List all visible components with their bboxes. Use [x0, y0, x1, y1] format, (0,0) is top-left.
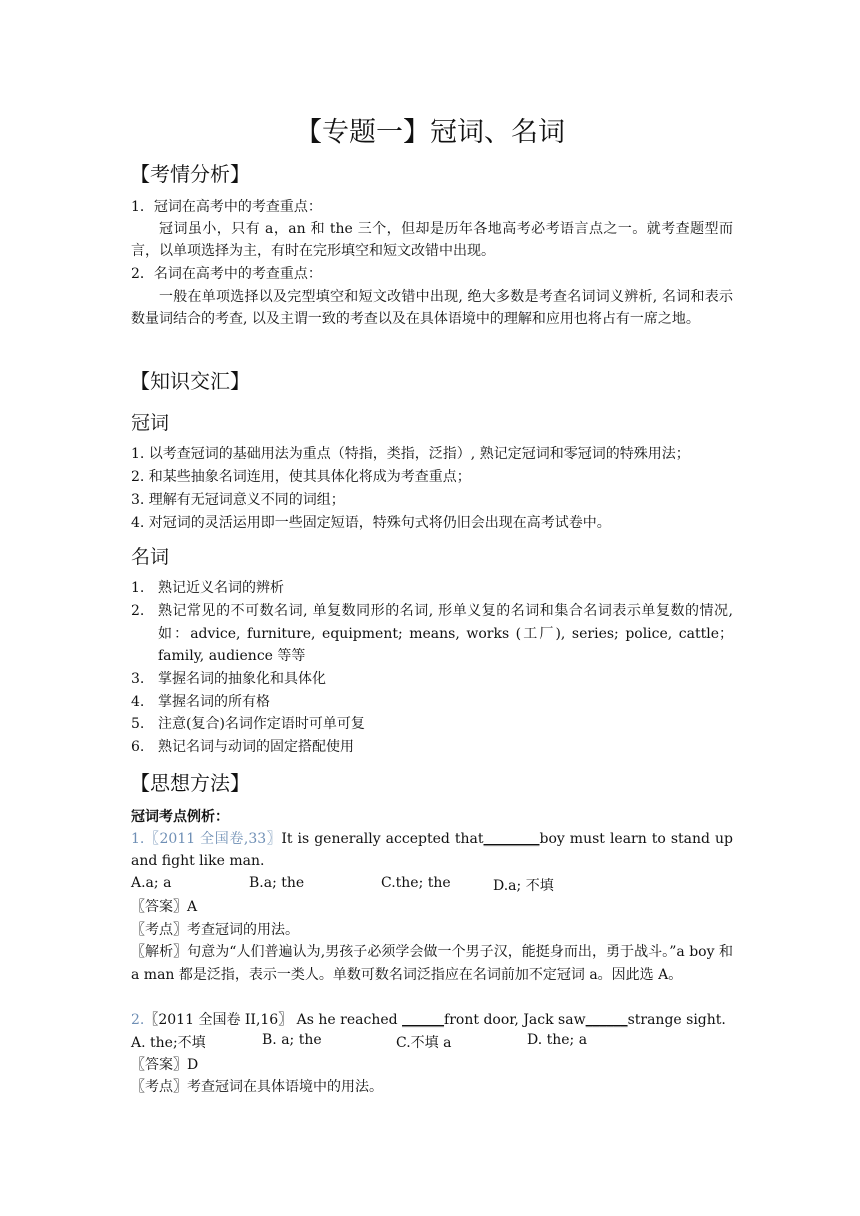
question-1-blank: ________ — [483, 831, 540, 847]
question-1-option-a: A.a; a — [131, 875, 172, 891]
analysis-heading: 【考情分析】 — [130, 162, 250, 186]
knowledge-heading: 【知识交汇】 — [130, 369, 250, 393]
question-1-option-c: C.the; the — [381, 875, 451, 891]
article-examples-heading: 冠词考点例析： — [131, 809, 229, 825]
noun-item-number: 5. — [131, 716, 145, 732]
methods-heading: 【思想方法】 — [130, 771, 250, 795]
analysis-point-2-body: 一般在单项选择以及完型填空和短文改错中出现, 绝大多数是考查名词词义辨析, 名词和表示数量词结合的考查, 以及主谓一致的考查以及在具体语境中的理解和应用也将占有一席之地。 — [131, 289, 733, 327]
question-1-point: 〖考点〗考查冠词的用法。 — [131, 922, 299, 938]
question-2-option-a: A. the;不填 — [131, 1035, 206, 1051]
noun-item: 掌握名词的所有格 — [158, 694, 270, 710]
analysis-point-2-label: 2．名词在高考中的考查重点： — [131, 266, 322, 282]
noun-item: 注意(复合)名词作定语时可单可复 — [158, 716, 365, 732]
page-title: 【专题一】冠词、名词 — [295, 117, 565, 148]
question-2-blank-2: ______ — [585, 1012, 628, 1028]
article-item: 2. 和某些抽象名词连用，使其具体化将成为考查重点； — [131, 469, 471, 485]
question-2-text-a: front door, Jack saw — [444, 1012, 586, 1028]
question-1-source: 1.〖2011 全国卷,33〗 — [131, 831, 282, 847]
question-1-analysis: 〖解析〗句意为“人们普遍认为,男孩子必须学会做一个男子汉，能挺身而出，勇于战斗。”a boy 和 a man 都是泛指，表示一类人。单数可数名词泛指应在名词前加不定冠词 a。因此选 A。 — [131, 944, 733, 983]
analysis-point-1-body: 冠词虽小，只有 a，an 和 the 三个，但却是历年各地高考必考语言点之一。就考查题型而言，以单项选择为主，有时在完形填空和短文改错中出现。 — [131, 221, 733, 259]
article-item: 3. 理解有无冠词意义不同的词组； — [131, 492, 345, 508]
question-2-source: 〖2011 全国卷 II,16〗 As he reached — [144, 1012, 403, 1028]
question-2-text-b: strange sight. — [627, 1012, 726, 1028]
noun-item-number: 2. — [131, 603, 145, 619]
question-2 — [131, 1009, 726, 1031]
noun-item: 掌握名词的抽象化和具体化 — [158, 671, 326, 687]
question-2-option-d: D. the; a — [527, 1032, 588, 1048]
article-item: 1. 以考查冠词的基础用法为重点（特指，类指，泛指）, 熟记定冠词和零冠词的特殊用法； — [131, 446, 690, 462]
question-2-option-c: C.不填 a — [396, 1035, 452, 1051]
articles-heading: 冠词 — [131, 412, 170, 434]
noun-item-number: 4. — [131, 694, 145, 710]
article-item: 4. 对冠词的灵活运用即一些固定短语，特殊句式将仍旧会出现在高考试卷中。 — [131, 515, 611, 531]
noun-item-number: 1. — [131, 580, 145, 596]
question-1-text-a: It is generally accepted that — [281, 831, 484, 847]
question-2-option-b: B. a; the — [262, 1032, 322, 1048]
noun-item: 熟记常见的不可数名词, 单复数同形的名词, 形单义复的名词和集合名词表示单复数的情况, 如：advice, furniture, equipment; means, works (工厂), series; police, cattle；family, audience 等等 — [158, 603, 733, 664]
analysis-point-1-label: 1．冠词在高考中的考查重点： — [131, 199, 322, 215]
nouns-heading: 名词 — [131, 546, 170, 568]
question-1-text-b: boy must learn to stand up and fight like man. — [131, 831, 734, 869]
question-1-option-b: B.a; the — [249, 875, 305, 891]
noun-item: 熟记名词与动词的固定搭配使用 — [158, 739, 354, 755]
question-2-number: 2. — [131, 1012, 145, 1028]
noun-item-number: 6. — [131, 739, 145, 755]
question-1-option-d: D.a; 不填 — [493, 878, 554, 894]
question-2-blank-1: ______ — [402, 1012, 445, 1028]
question-1 — [131, 828, 733, 872]
question-1-answer: 〖答案〗A — [131, 899, 198, 915]
noun-item-number: 3. — [131, 671, 145, 687]
question-2-answer: 〖答案〗D — [131, 1057, 199, 1073]
noun-item: 熟记近义名词的辨析 — [158, 580, 284, 596]
question-2-point: 〖考点〗考查冠词在具体语境中的用法。 — [131, 1079, 383, 1095]
